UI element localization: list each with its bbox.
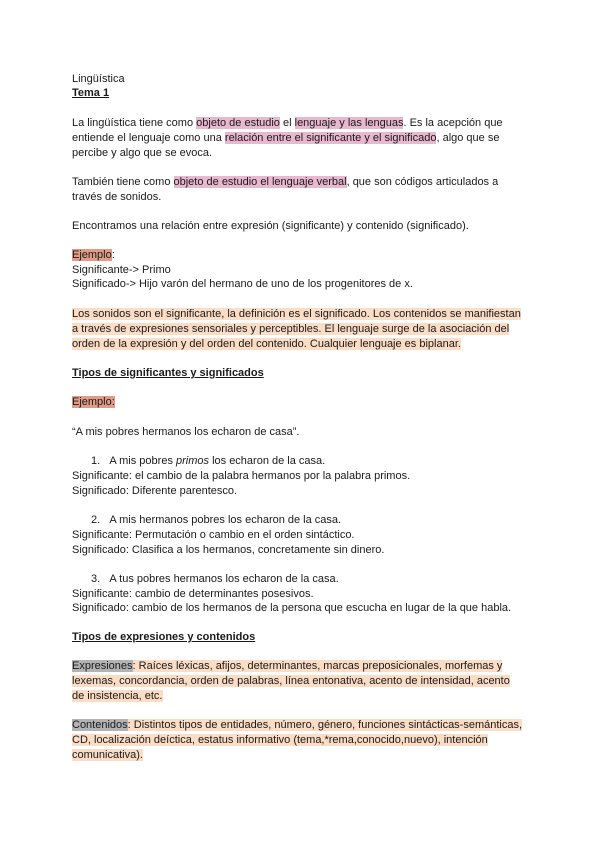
list-item-2: 2. A mis hermanos pobres los echaron de la casa. bbox=[91, 514, 342, 526]
item1-significante: Significante: el cambio de la palabra hermanos por la palabra primos. bbox=[72, 470, 411, 482]
p3: Encontramos una relación entre expresión (significante) y contenido (significado). bbox=[72, 220, 469, 232]
list-item-3: 3. A tus pobres hermanos los echaron de la casa. bbox=[91, 573, 339, 585]
p4-line3: orden de la expresión y del orden del contenido. Cualquier lenguaje es biplanar. bbox=[72, 338, 461, 350]
expresiones-label: Expresiones bbox=[72, 660, 133, 672]
ejemplo2-label: Ejemplo: bbox=[72, 396, 115, 408]
item3-significado: Significado: cambio de los hermanos de la persona que escucha en lugar de la que habla. bbox=[72, 602, 512, 614]
expresiones-line1: Expresiones: Raíces léxicas, afijos, determinantes, marcas preposicionales, morfemas y bbox=[72, 660, 503, 672]
item3-significante: Significante: cambio de determinantes posesivos. bbox=[72, 588, 314, 600]
p2-line1: También tiene como objeto de estudio el lenguaje verbal, que son códigos articulados a bbox=[72, 176, 499, 188]
heading-tipos-expresiones: Tipos de expresiones y contenidos bbox=[72, 631, 256, 643]
highlight-relacion: relación entre el significante y el significado bbox=[224, 132, 437, 144]
highlight-lenguaje-lenguas: lenguaje y las lenguas bbox=[294, 117, 404, 129]
item1-significado: Significado: Diferente parentesco. bbox=[72, 485, 238, 497]
p2-line2: través de sonidos. bbox=[72, 191, 162, 203]
tema-heading: Tema 1 bbox=[72, 87, 110, 99]
ejemplo1-label: Ejemplo: bbox=[72, 249, 115, 261]
p4-line2: a través de expresiones sensoriales y perceptibles. El lenguaje surge de la asociación del bbox=[72, 323, 510, 335]
highlight-objeto-estudio: objeto de estudio bbox=[196, 117, 280, 129]
ejemplo1-line2: Significado-> Hijo varón del hermano de uno de los progenitores de x. bbox=[72, 278, 413, 290]
expresiones-line2: lexemas, concordancia, orden de palabras, línea entonativa, acento de intensidad, acento bbox=[72, 675, 510, 687]
contenidos-line3: comunicativa). bbox=[72, 749, 143, 761]
ejemplo1-line1: Significante-> Primo bbox=[72, 264, 171, 276]
contenidos-line2: CD, localización deíctica, estatus informativo (tema,*rema,conocido,nuevo), intención bbox=[72, 734, 488, 746]
p1-line1: La lingüística tiene como objeto de estudio el lenguaje y las lenguas. Es la acepción que bbox=[72, 117, 503, 129]
doc-title: Lingüística bbox=[72, 73, 125, 85]
heading-tipos-significantes: Tipos de significantes y significados bbox=[72, 367, 264, 379]
p4-line1: Los sonidos son el significante, la definición es el significado. Los contenidos se manifiestan bbox=[72, 308, 521, 320]
contenidos-line1: Contenidos: Distintos tipos de entidades, número, género, funciones sintácticas-semánticas, bbox=[72, 719, 523, 731]
item2-significado: Significado: Clasifica a los hermanos, concretamente sin dinero. bbox=[72, 544, 385, 556]
contenidos-label: Contenidos bbox=[72, 719, 128, 731]
expresiones-line3: de insistencia, etc. bbox=[72, 690, 163, 702]
p1-line2: entiende el lenguaje como una relación entre el significante y el significado, algo que se bbox=[72, 132, 500, 144]
highlight-lenguaje-verbal: objeto de estudio el lenguaje verbal bbox=[173, 176, 347, 188]
quote: “A mis pobres hermanos los echaron de casa”. bbox=[72, 426, 300, 438]
item2-significante: Significante: Permutación o cambio en el orden sintáctico. bbox=[72, 529, 355, 541]
p1-line3: percibe y algo que se evoca. bbox=[72, 147, 213, 159]
list-item-1: 1. A mis pobres primos los echaron de la casa. bbox=[91, 455, 326, 467]
